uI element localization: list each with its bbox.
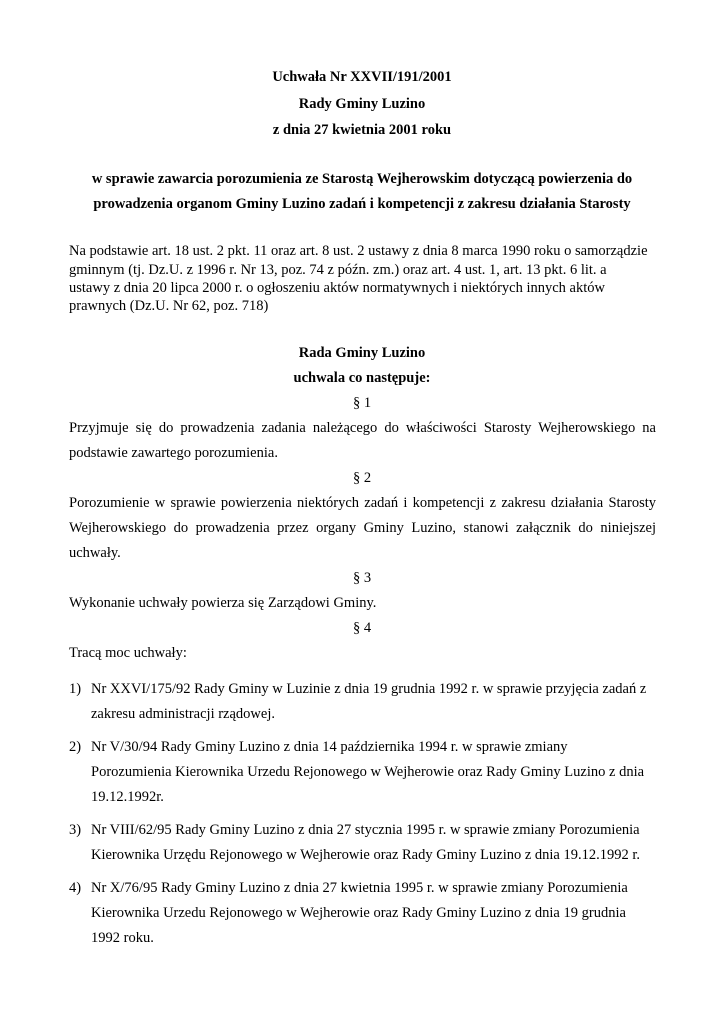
- list-item-line: Nr V/30/94 Rady Gminy Luzino z dnia 14 października 1994 r. w sprawie zmiany: [91, 739, 568, 755]
- council-name: Rada Gminy Luzino: [298, 345, 426, 361]
- section-text-line: Wykonanie uchwały powierza się Zarządowi Gminy.: [69, 595, 377, 611]
- section-text-line: Tracą moc uchwały:: [69, 645, 187, 661]
- list-item-line: zakresu administracji rządowej.: [91, 706, 275, 722]
- section-text-line: Porozumienie w sprawie powierzenia niektórych zadań i kompetencji z zakresu działania Starosty: [69, 495, 656, 511]
- resolves-heading: uchwala co następuje:: [293, 370, 431, 386]
- section-text-line: Przyjmuje się do prowadzenia zadania należącego do właściwości Starosty Wejherowskiego na: [69, 420, 656, 436]
- list-item-number: 1): [69, 681, 82, 697]
- section-mark: § 2: [352, 470, 372, 486]
- list-item-line: Nr VIII/62/95 Rady Gminy Luzino z dnia 27 stycznia 1995 r. w sprawie zmiany Porozumienia: [91, 822, 640, 838]
- section-text-line: uchwały.: [69, 545, 121, 561]
- subject-line: prowadzenia organom Gminy Luzino zadań i kompetencji z zakresu działania Starosty: [93, 196, 631, 212]
- list-item-number: 2): [69, 739, 82, 755]
- list-item-line: 19.12.1992r.: [91, 789, 164, 805]
- list-item-line: 1992 roku.: [91, 930, 154, 946]
- list-item-line: Kierownika Urzedu Rejonowego w Wejherowie oraz Rady Gminy Luzino z dnia 19 grudnia: [91, 905, 626, 921]
- section-mark: § 1: [352, 395, 372, 411]
- section-mark: § 3: [352, 570, 372, 586]
- legal-basis-line: prawnych (Dz.U. Nr 62, poz. 718): [69, 298, 269, 314]
- resolution-date: z dnia 27 kwietnia 2001 roku: [272, 122, 452, 138]
- legal-basis-line: ustawy z dnia 20 lipca 2000 r. o ogłoszeniu aktów normatywnych i niektórych innych aktów: [69, 280, 605, 296]
- section-text-line: podstawie zawartego porozumienia.: [69, 445, 278, 461]
- list-item-line: Nr X/76/95 Rady Gminy Luzino z dnia 27 kwietnia 1995 r. w sprawie zmiany Porozumienia: [91, 880, 628, 896]
- legal-basis-line: Na podstawie art. 18 ust. 2 pkt. 11 oraz art. 8 ust. 2 ustawy z dnia 8 marca 1990 roku o samorządzie: [69, 243, 648, 259]
- list-item-number: 3): [69, 822, 82, 838]
- legal-basis-line: gminnym (tj. Dz.U. z 1996 r. Nr 13, poz. 74 z późn. zm.) oraz art. 4 ust. 1, art. 13 pkt. 6 lit. a: [69, 262, 607, 278]
- resolution-issuer: Rady Gminy Luzino: [298, 96, 426, 112]
- list-item-number: 4): [69, 880, 82, 896]
- resolution-title: Uchwała Nr XXVII/191/2001: [272, 69, 452, 85]
- list-item-line: Nr XXVI/175/92 Rady Gminy w Luzinie z dnia 19 grudnia 1992 r. w sprawie przyjęcia zadań z: [91, 681, 647, 697]
- section-mark: § 4: [352, 620, 372, 636]
- list-item-line: Kierownika Urzędu Rejonowego w Wejherowie oraz Rady Gminy Luzino z dnia 19.12.1992 r.: [91, 847, 641, 863]
- section-text-line: Wejherowskiego do prowadzenia przez organy Gminy Luzino, stanowi załącznik do niniejszej: [69, 520, 656, 536]
- subject-line: w sprawie zawarcia porozumienia ze Starostą Wejherowskim dotyczącą powierzenia do: [91, 171, 633, 187]
- list-item-line: Porozumienia Kierownika Urzedu Rejonowego w Wejherowie oraz Rady Gminy Luzino z dnia: [91, 764, 645, 780]
